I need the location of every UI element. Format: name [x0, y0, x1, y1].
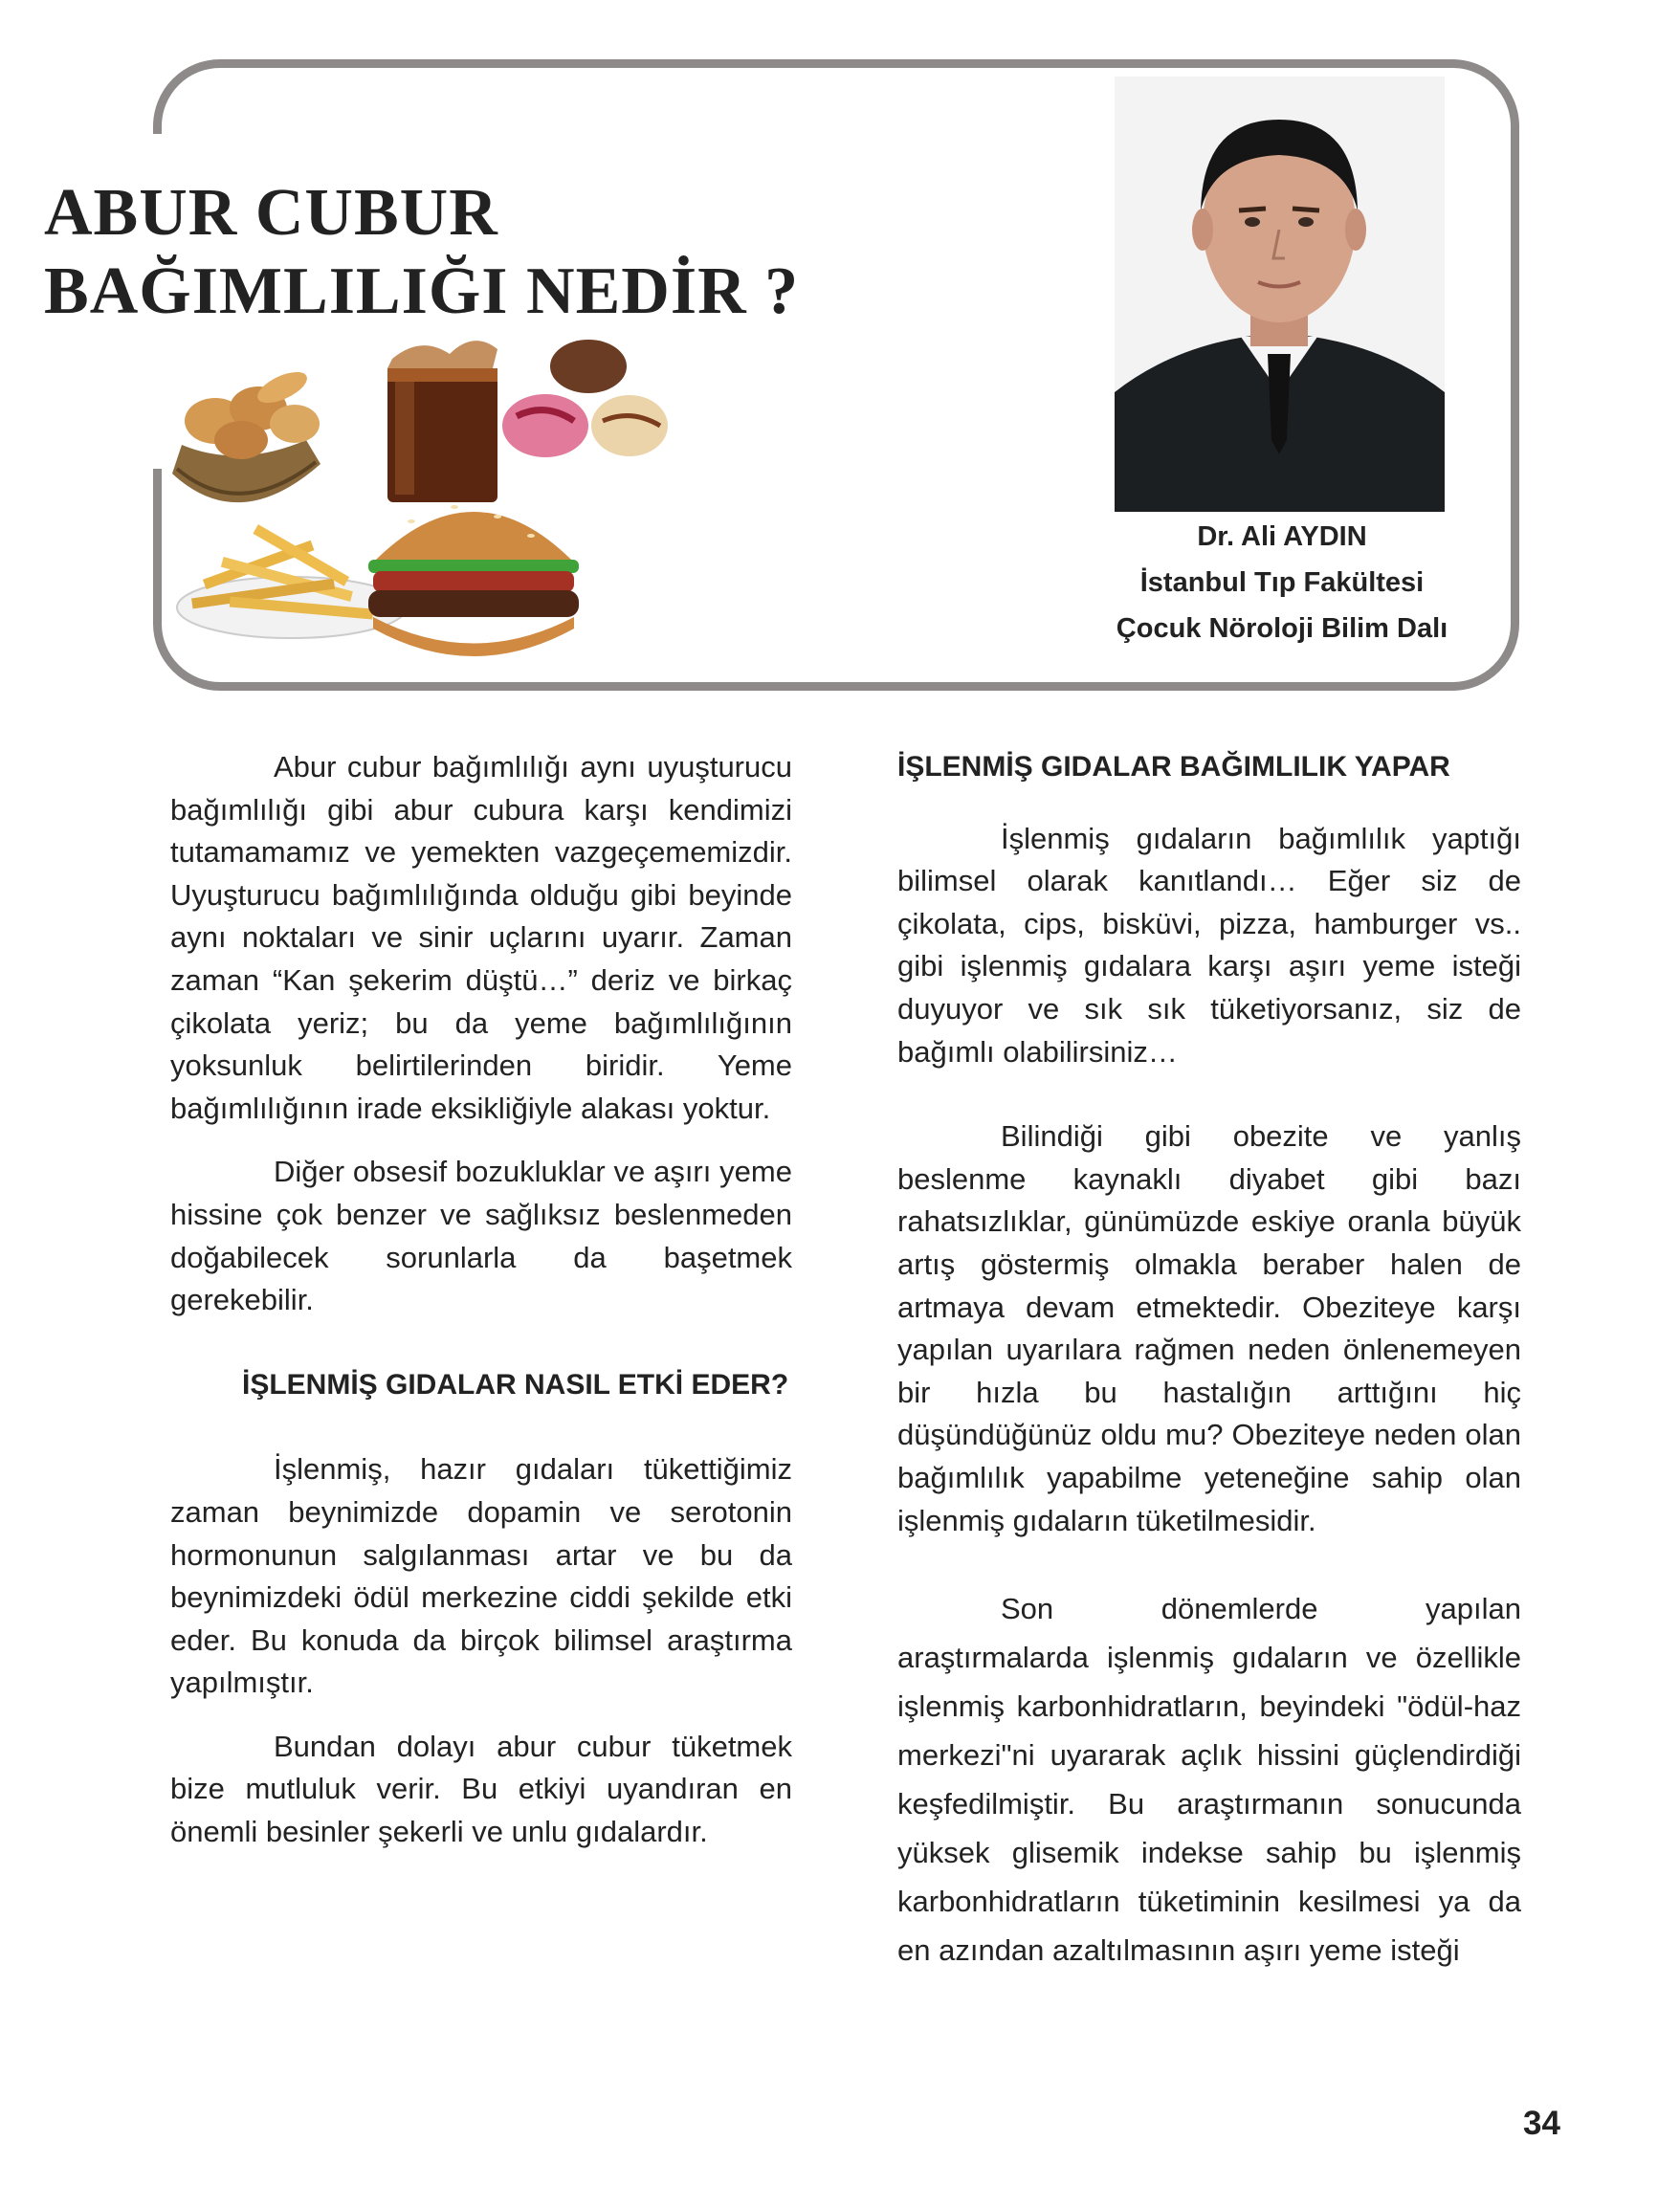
author-institution: İstanbul Tıp Fakültesi: [1139, 567, 1425, 598]
author-info: [1057, 514, 1507, 651]
cola-glass: [387, 341, 497, 502]
hamburger: [368, 505, 579, 656]
french-fries: [177, 524, 407, 638]
left-paragraph-1: Abur cubur bağımlılığı aynı uyuşturucu bağımlılığı gibi abur cubura karşı kendimizi tutamamamız ve yemekten vazgeçememizdir. Uyuşturucu bağımlılığında olduğu gibi beyinde aynı noktaları ve sinir uçlarını uyarır. Zaman zaman “Kan şekerim düştü…” deriz ve birkaç çikolata yeriz; bu da yeme bağımlılığının yoksunluk belirtilerinden biridir. Yeme bağımlılığının irade eksikliğiyle alakası yoktur.: [170, 750, 792, 1125]
junk-food-illustration: [163, 330, 708, 684]
right-section-heading: İŞLENMİŞ GIDALAR BAĞIMLILIK YAPAR: [897, 751, 1450, 783]
page-number: 34: [1523, 2105, 1560, 2142]
left-paragraph-3: İşlenmiş, hazır gıdaları tükettiğimiz zaman beynimizde dopamin ve serotonin hormonunun salgılanması artar ve bu da beynimizdeki ödül merkezine ciddi şekilde etki eder. Bu konuda da birçok bilimsel araştırma yapılmıştır.: [170, 1452, 792, 1700]
left-column: [170, 746, 792, 1854]
title-line-1: ABUR CUBUR: [44, 176, 498, 250]
left-section-heading: İŞLENMİŞ GIDALAR NASIL ETKİ EDER?: [242, 1368, 789, 1401]
title-line-2: BAĞIMLILIĞI NEDİR ?: [44, 254, 800, 328]
bread-basket: [172, 365, 321, 502]
right-paragraph-2: Bilindiği gibi obezite ve yanlış beslenme kaynaklı diyabet gibi bazı rahatsızlıklar, günümüzde eskiye oranla büyük artış göstermiş olmakla beraber halen de artmaya devam etmektedir. Obeziteye karşı yapılan uyarılara rağmen neden önlenemeyen bir hızla bu hastalığın arttığını hiç düşündüğünüz oldu mu? Obeziteye neden olan bağımlılık yapabilme yeteneğine sahip olan işlenmiş gıdaların tüketilmesidir.: [897, 1119, 1521, 1537]
article-title: [44, 174, 799, 331]
right-column: [897, 746, 1521, 1975]
author-department: Çocuk Nöroloji Bilim Dalı: [1116, 613, 1448, 644]
left-paragraph-4: Bundan dolayı abur cubur tüketmek bize mutluluk verir. Bu etkiyi uyandıran en önemli besinler şekerli ve unlu gıdalardır.: [170, 1729, 792, 1849]
author-name: Dr. Ali AYDIN: [1197, 521, 1367, 552]
right-paragraph-1: İşlenmiş gıdaların bağımlılık yaptığı bilimsel olarak kanıtlandı… Eğer siz de çikolata, cips, bisküvi, pizza, hamburger vs.. gibi işlenmiş gıdalara karşı aşırı yeme isteği duyuyor ve sık sık tüketiyorsanız, siz de bağımlı olabilirsiniz…: [897, 821, 1521, 1069]
left-paragraph-2: Diğer obsesif bozukluklar ve aşırı yeme hissine çok benzer ve sağlıksız beslenmeden doğabilecek sorunlarla da başetmek gerekebilir.: [170, 1155, 792, 1317]
author-photo: [1115, 77, 1445, 512]
ice-cream-scoops: [502, 340, 668, 457]
right-paragraph-3: Son dönemlerde yapılan araştırmalarda işlenmiş gıdaların ve özellikle işlenmiş karbonhidratların, beyindeki "ödül-haz merkezi"ni uyararak açlık hissini güçlendirdiği keşfedilmiştir. Bu araştırmanın sonucunda yüksek glisemik indekse sahip bu işlenmiş karbonhidratların tüketiminin kesilmesi ya da en azından azaltılmasının aşırı yeme isteği: [897, 1592, 1521, 1968]
